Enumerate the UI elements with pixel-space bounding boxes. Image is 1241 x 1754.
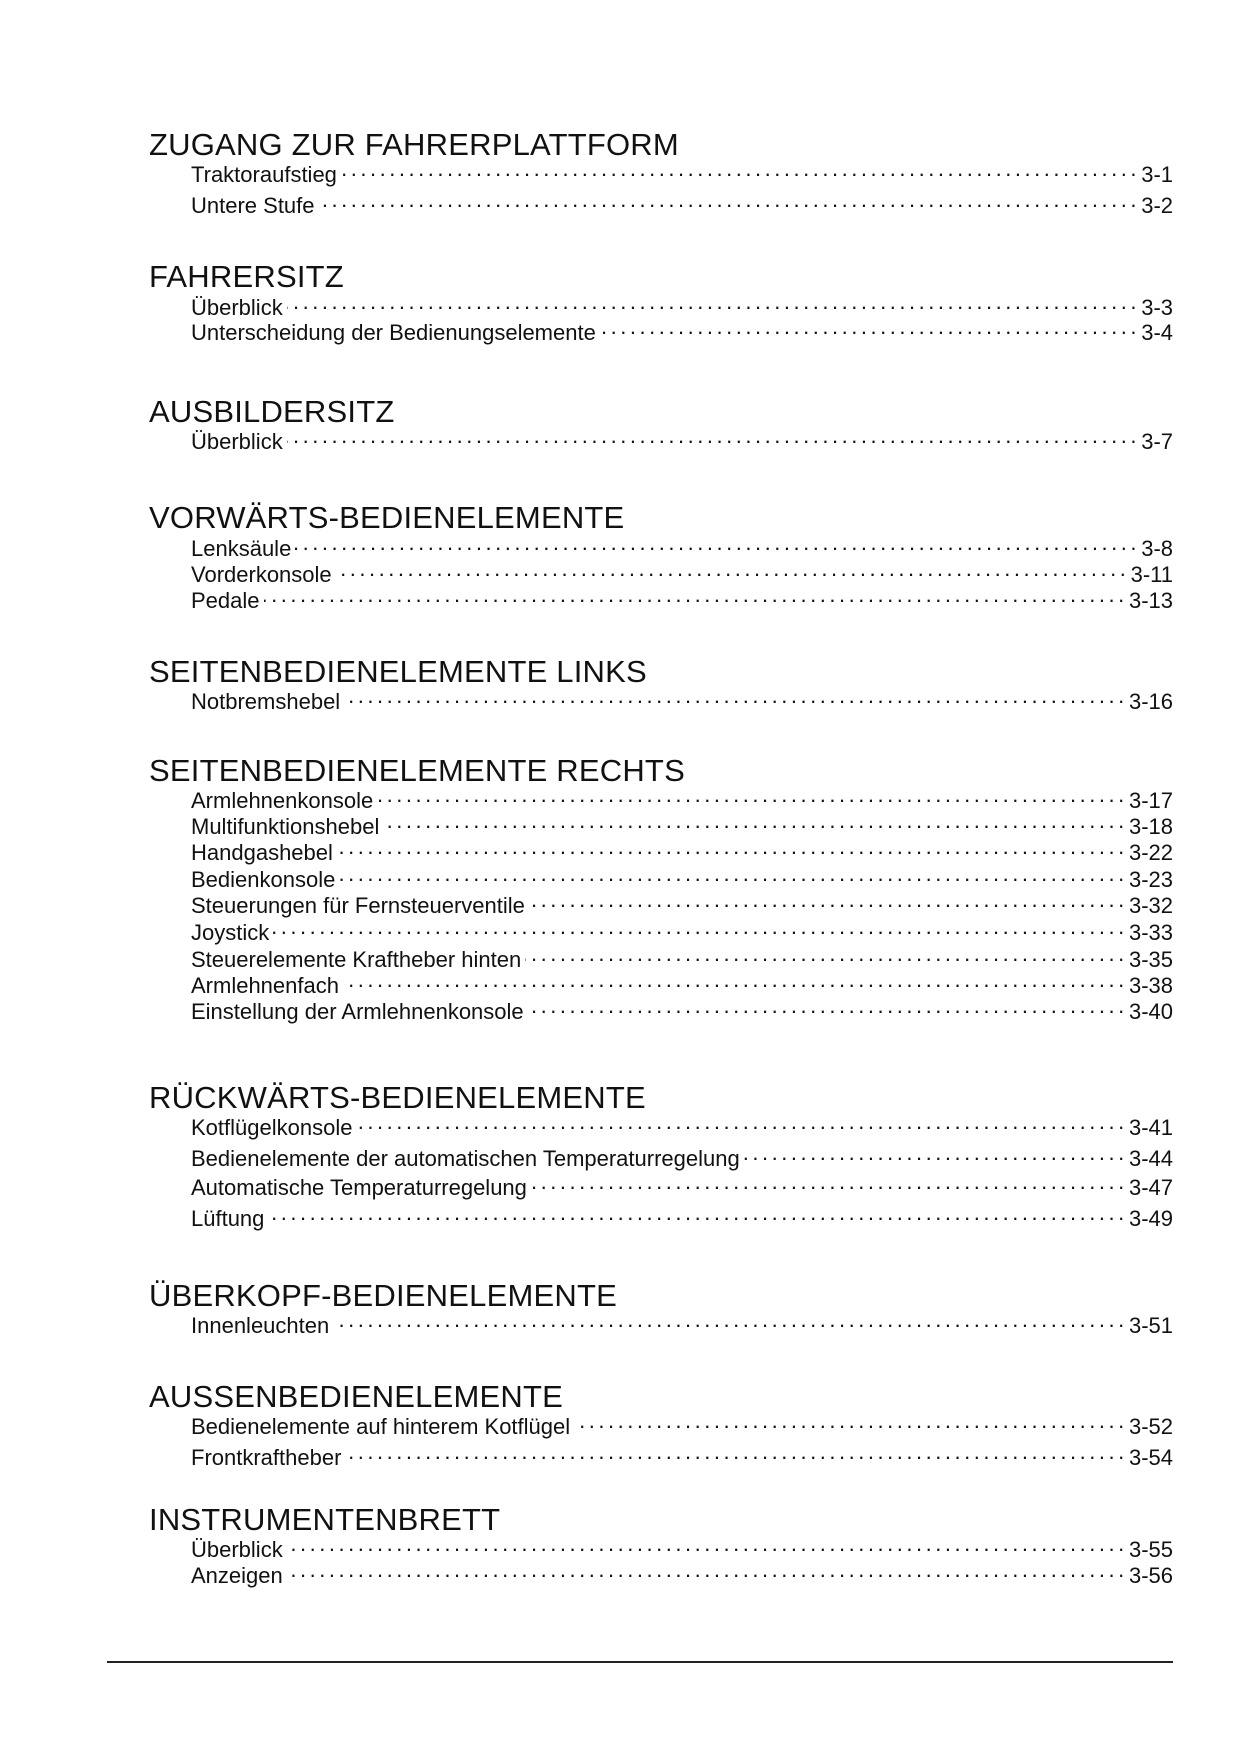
toc-entry[interactable] (191, 993, 1173, 1024)
toc-entry[interactable] (191, 1169, 1173, 1200)
toc-entry[interactable] (191, 1140, 1173, 1171)
page-number: 3-41 (1128, 1115, 1173, 1140)
entry-label: Überblick (191, 1537, 283, 1562)
dot-leader (345, 1439, 1123, 1465)
page-number: 3-44 (1128, 1146, 1173, 1171)
toc-entry[interactable] (191, 530, 1173, 561)
entry-label: Armlehnenkonsole (191, 788, 374, 813)
dot-leader (343, 967, 1123, 993)
dot-leader (356, 1109, 1123, 1135)
entry-label: Steuerungen für Fernsteuerventile (191, 893, 525, 918)
entry-label: Notbremshebel (191, 689, 341, 714)
page-number: 3-17 (1128, 788, 1173, 813)
entry-label: Vorderkonsole (191, 562, 332, 587)
dot-leader (339, 861, 1123, 887)
page-number: 3-3 (1141, 295, 1173, 320)
section-title: FAHRERSITZ (149, 259, 344, 294)
toc-entry[interactable] (191, 1200, 1173, 1231)
section-title: INSTRUMENTENBRETT (149, 1502, 501, 1537)
page-number: 3-1 (1141, 162, 1173, 187)
entry-label: Untere Stufe (191, 193, 315, 218)
toc-entry[interactable] (191, 156, 1173, 187)
dot-leader (273, 914, 1123, 940)
entry-label: Handgashebel (191, 840, 333, 865)
entry-label: Innenleuchten (191, 1313, 330, 1338)
toc-entry[interactable] (191, 834, 1173, 865)
dot-leader (525, 941, 1123, 967)
page-number: 3-7 (1141, 429, 1173, 454)
toc-entry[interactable] (191, 582, 1173, 613)
page-number: 3-35 (1128, 947, 1173, 972)
entry-label: Überblick (191, 429, 283, 454)
section-title: SEITENBEDIENELEMENTE LINKS (149, 654, 647, 689)
page-number: 3-4 (1141, 320, 1173, 345)
page-number: 3-16 (1128, 689, 1173, 714)
toc-entry[interactable] (191, 1557, 1173, 1588)
footer-rule (107, 1661, 1173, 1663)
dot-leader (377, 782, 1123, 808)
entry-label: Automatische Temperaturregelung (191, 1175, 527, 1200)
dot-leader (336, 556, 1125, 582)
page-number: 3-38 (1128, 973, 1173, 998)
dot-leader (531, 1169, 1123, 1195)
entry-label: Anzeigen (191, 1563, 283, 1588)
page-number: 3-40 (1128, 999, 1173, 1024)
toc-entry[interactable] (191, 1439, 1173, 1470)
dot-leader (600, 314, 1135, 340)
section-title: AUSBILDERSITZ (149, 394, 395, 429)
toc-entry[interactable] (191, 1109, 1173, 1140)
section-title: SEITENBEDIENELEMENTE RECHTS (149, 753, 685, 788)
entry-label: Multifunktionshebel (191, 814, 380, 839)
entry-label: Traktoraufstieg (191, 162, 337, 187)
entry-label: Pedale (191, 588, 260, 613)
toc-entry[interactable] (191, 1408, 1173, 1439)
toc-entry[interactable] (191, 423, 1173, 454)
page-number: 3-18 (1128, 814, 1173, 839)
section-title: VORWÄRTS-BEDIENELEMENTE (149, 500, 625, 535)
page-number: 3-11 (1130, 562, 1173, 587)
toc-entry[interactable] (191, 941, 1173, 972)
toc-entry[interactable] (191, 887, 1173, 918)
toc-entry[interactable] (191, 1307, 1173, 1338)
entry-label: Joystick (191, 920, 270, 945)
entry-label: Bedienelemente der automatischen Temperaturregelung (191, 1146, 740, 1171)
dot-leader (268, 1200, 1123, 1226)
toc-entry[interactable] (191, 187, 1173, 218)
entry-label: Kotflügelkonsole (191, 1115, 353, 1140)
entry-label: Bedienelemente auf hinterem Kotflügel (191, 1414, 571, 1439)
page-number: 3-55 (1128, 1537, 1173, 1562)
dot-leader (344, 683, 1123, 709)
toc-entry[interactable] (191, 314, 1173, 345)
entry-label: Armlehnenfach (191, 973, 339, 998)
page-number: 3-56 (1128, 1563, 1173, 1588)
entry-label: Lenksäule (191, 536, 292, 561)
page-number: 3-47 (1128, 1175, 1173, 1200)
entry-label: Unterscheidung der Bedienungselemente (191, 320, 596, 345)
dot-leader (319, 187, 1136, 213)
entry-label: Überblick (191, 295, 283, 320)
dot-leader (528, 993, 1123, 1019)
dot-leader (333, 1307, 1123, 1333)
dot-leader (341, 156, 1135, 182)
section-title: AUSSENBEDIENELEMENTE (149, 1379, 563, 1414)
dot-leader (287, 289, 1136, 315)
page-number: 3-33 (1128, 920, 1173, 945)
page-number: 3-13 (1128, 588, 1173, 613)
page-number: 3-2 (1141, 193, 1173, 218)
toc-entry[interactable] (191, 556, 1173, 587)
entry-label: Einstellung der Armlehnenkonsole (191, 999, 524, 1024)
page-number: 3-52 (1128, 1414, 1173, 1439)
page-number: 3-51 (1128, 1313, 1173, 1338)
toc-entry[interactable] (191, 967, 1173, 998)
toc-entry[interactable] (191, 1531, 1173, 1562)
section-title: ZUGANG ZUR FAHRERPLATTFORM (149, 127, 679, 162)
page-number: 3-32 (1128, 893, 1173, 918)
page-number: 3-23 (1128, 867, 1173, 892)
page-number: 3-49 (1128, 1206, 1173, 1231)
dot-leader (529, 887, 1123, 913)
dot-leader (287, 1531, 1123, 1557)
page-number: 3-8 (1141, 536, 1173, 561)
dot-leader (264, 582, 1123, 608)
page-number: 3-54 (1128, 1445, 1173, 1470)
dot-leader (383, 808, 1123, 834)
dot-leader (287, 1557, 1123, 1583)
toc-entry[interactable] (191, 289, 1173, 320)
toc-entry[interactable] (191, 914, 1173, 945)
section-title: ÜBERKOPF-BEDIENELEMENTE (149, 1278, 617, 1313)
toc-entry[interactable] (191, 683, 1173, 714)
toc-entry[interactable] (191, 808, 1173, 839)
entry-label: Bedienkonsole (191, 867, 336, 892)
entry-label: Frontkraftheber (191, 1445, 342, 1470)
dot-leader (287, 423, 1136, 449)
entry-label: Steuerelemente Kraftheber hinten (191, 947, 522, 972)
entry-label: Lüftung (191, 1206, 265, 1231)
dot-leader (744, 1140, 1123, 1166)
page-number: 3-22 (1128, 840, 1173, 865)
toc-entry[interactable] (191, 861, 1173, 892)
dot-leader (337, 834, 1123, 860)
section-title: RÜCKWÄRTS-BEDIENELEMENTE (149, 1080, 646, 1115)
dot-leader (574, 1408, 1123, 1434)
toc-entry[interactable] (191, 782, 1173, 813)
dot-leader (295, 530, 1135, 556)
